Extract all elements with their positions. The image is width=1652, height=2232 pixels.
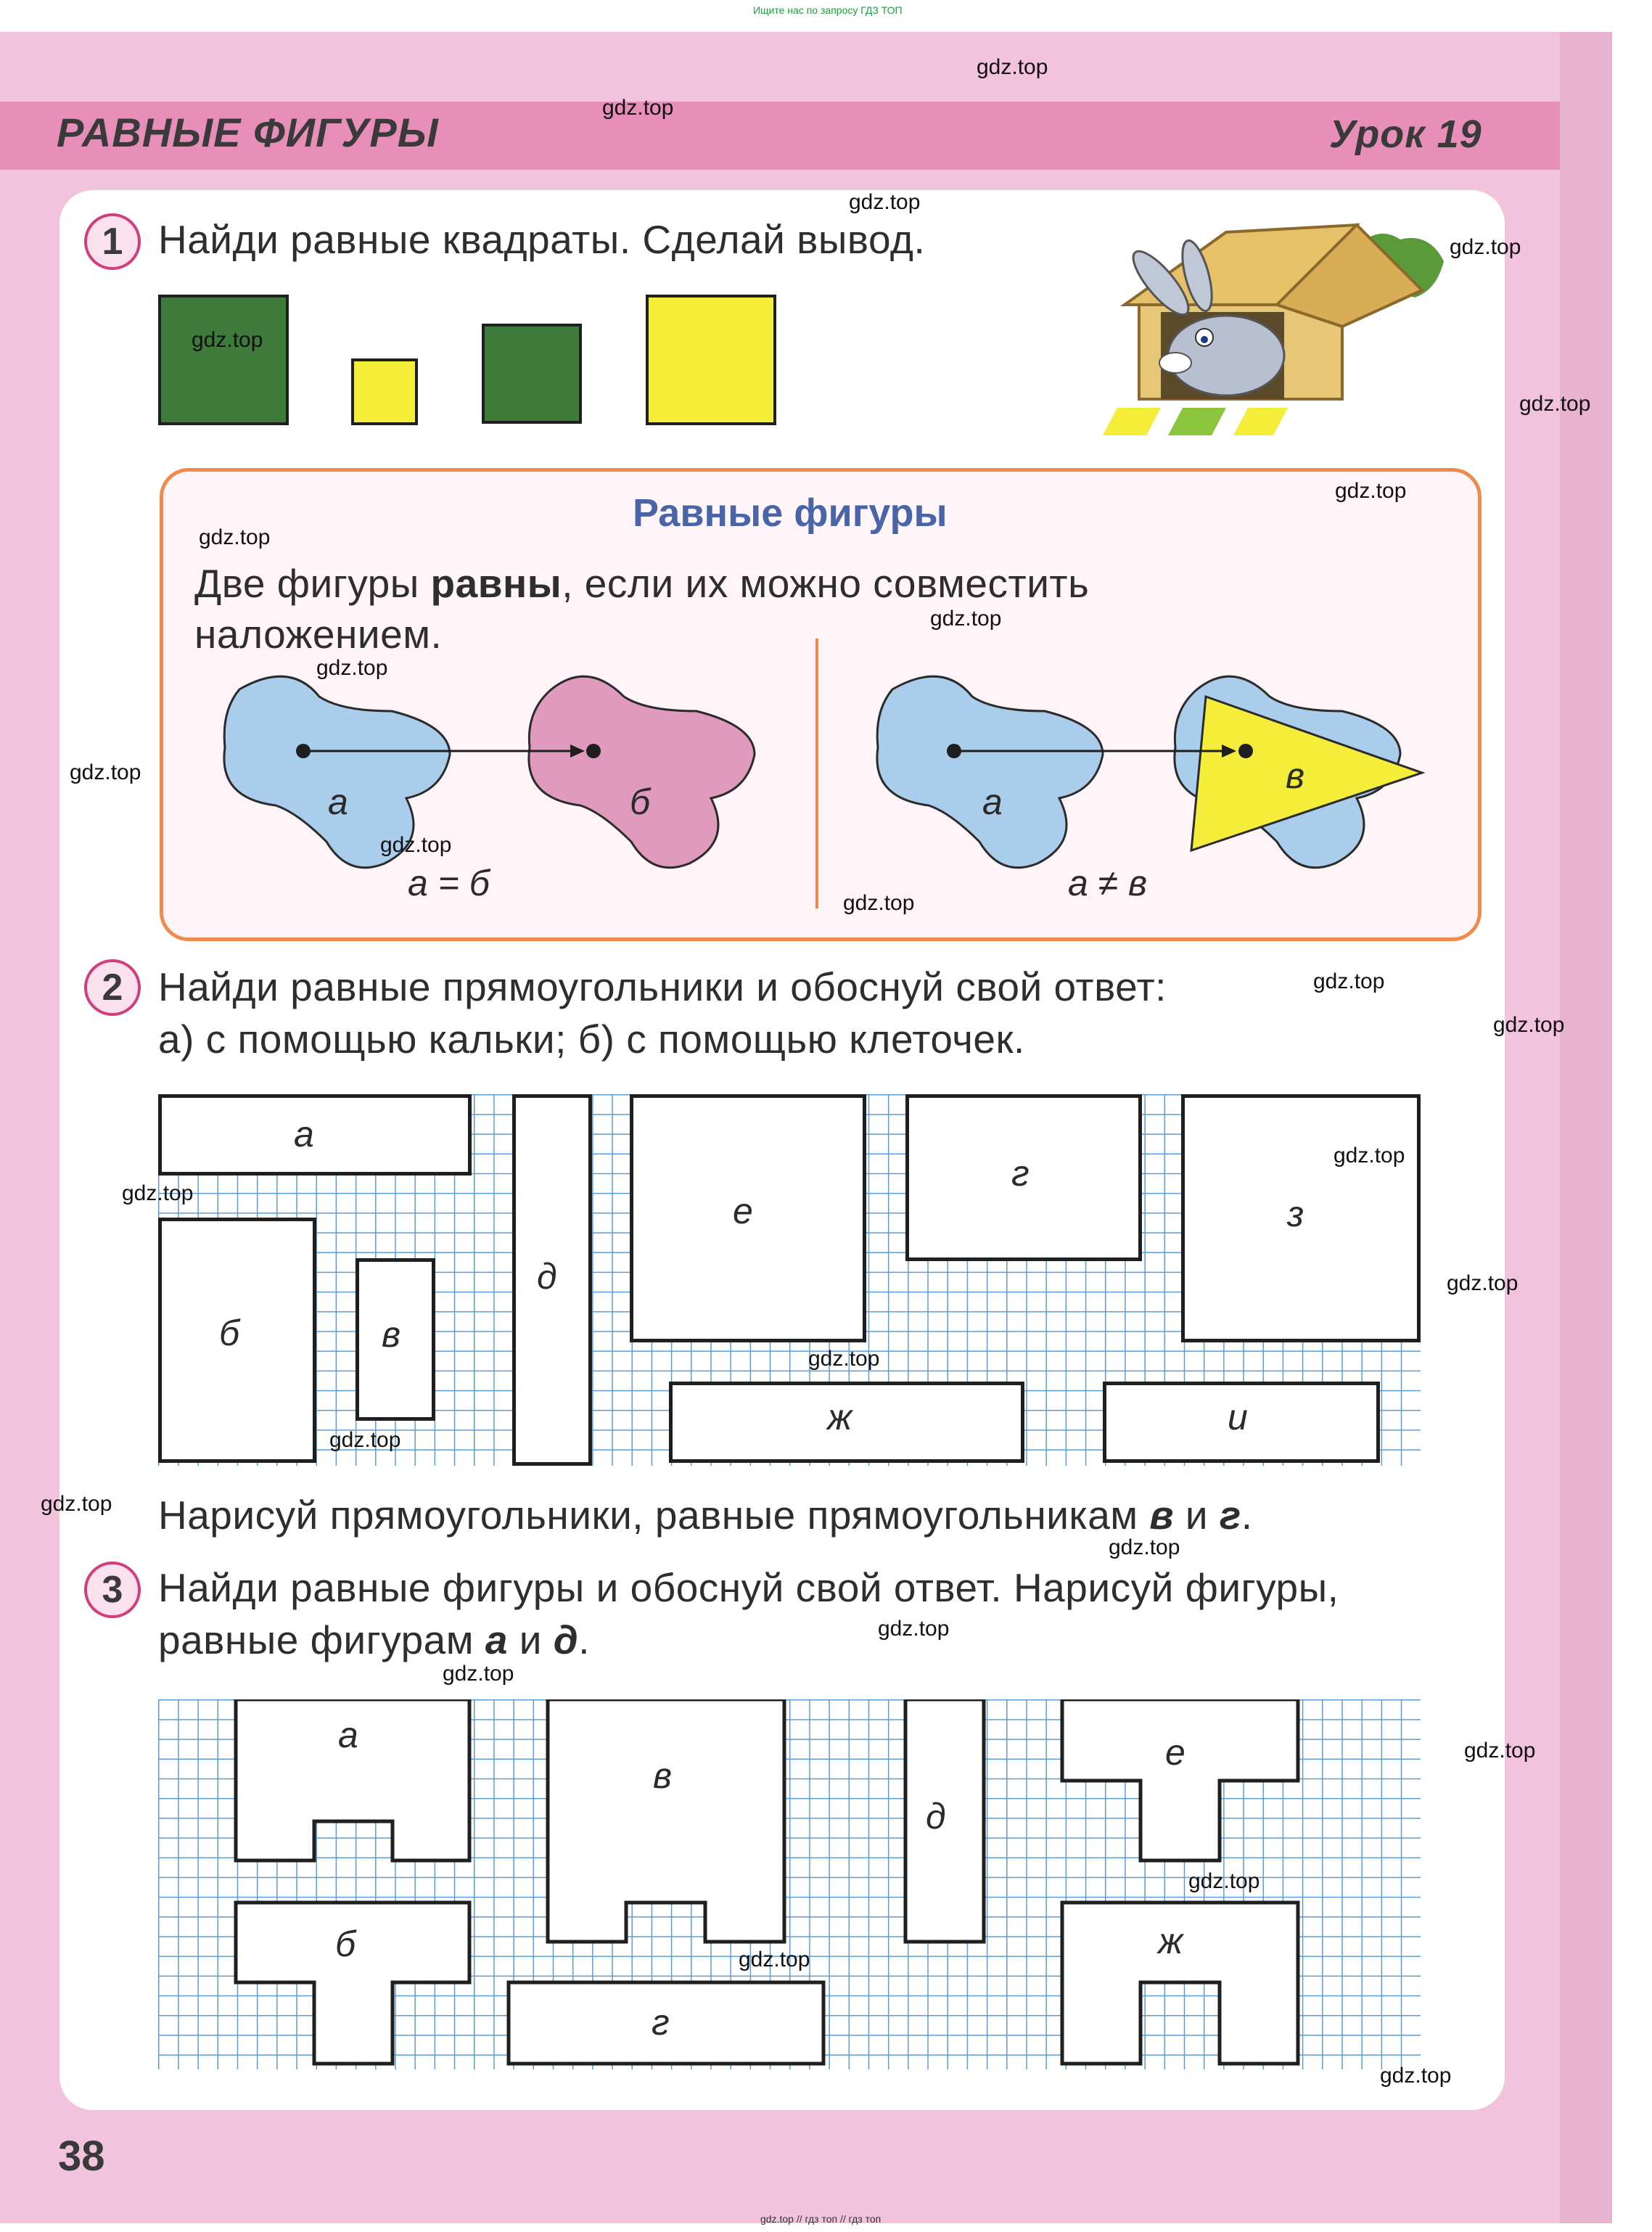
- watermark: gdz.top: [329, 1428, 401, 1452]
- watermark: gdz.top: [192, 328, 263, 352]
- blob-comparison-right: [863, 668, 1444, 885]
- watermark: gdz.top: [41, 1492, 112, 1516]
- right-caption: а ≠ в: [1068, 863, 1148, 903]
- watermark: gdz.top: [316, 656, 388, 680]
- task2-draw-end: .: [1241, 1493, 1253, 1538]
- watermark: gdz.top: [70, 760, 141, 784]
- figure-d-label: д: [926, 1796, 946, 1837]
- rectangle-a-label: а: [294, 1114, 314, 1154]
- page-edge: [1560, 32, 1612, 2223]
- rectangle-a: [158, 1094, 472, 1176]
- bunny-house-illustration: [1096, 218, 1458, 443]
- figure-e: [1062, 1699, 1298, 1860]
- square-small-yellow: [351, 358, 418, 425]
- square-medium-green: [482, 324, 582, 424]
- right-triangle-label-v: в: [1286, 755, 1305, 796]
- watermark: gdz.top: [1109, 1535, 1180, 1559]
- watermark: gdz.top: [878, 1617, 950, 1641]
- task-number-3: 3: [84, 1562, 141, 1618]
- watermark: gdz.top: [1380, 2064, 1452, 2088]
- watermark: gdz.top: [1464, 1739, 1536, 1763]
- left-blob-label-a: а: [328, 781, 348, 822]
- watermark: gdz.top: [1313, 969, 1385, 993]
- rule-line-1: [194, 560, 1089, 607]
- watermark: gdz.top: [1335, 479, 1407, 503]
- figure-zh-label: ж: [1158, 1921, 1183, 1961]
- blob-comparison-left: [210, 668, 791, 885]
- task2-draw-instruction: [158, 1492, 1253, 1538]
- top-search-link[interactable]: Ищите нас по запросу ГДЗ ТОП: [753, 4, 903, 16]
- watermark: gdz.top: [1188, 1869, 1260, 1893]
- square-large-yellow: [646, 295, 776, 425]
- rule-title: Равные фигуры: [633, 491, 948, 535]
- rule-line1-part1: Две фигуры: [194, 561, 431, 606]
- rectangle-g-label: г: [1011, 1153, 1030, 1194]
- task2-draw-part1: Нарисуй прямоугольники, равные прямоугольникам: [158, 1493, 1150, 1538]
- watermark: gdz.top: [1333, 1144, 1405, 1168]
- task3-line2-end: .: [578, 1617, 591, 1662]
- watermark: gdz.top: [443, 1662, 514, 1686]
- rule-bold-word: равны: [430, 561, 562, 606]
- rectangle-v-label: в: [382, 1314, 401, 1355]
- task3-line-1: Найди равные фигуры и обоснуй свой ответ. Нарисуй фигуры,: [158, 1565, 1339, 1610]
- figure-g-label: г: [652, 2002, 670, 2043]
- watermark: gdz.top: [122, 1181, 194, 1205]
- task3-line2-part1: равные фигурам: [158, 1617, 485, 1662]
- square-large-green: [158, 295, 289, 425]
- watermark: gdz.top: [843, 891, 915, 915]
- task2-draw-and: и: [1174, 1493, 1220, 1538]
- rule-divider: [815, 639, 818, 908]
- watermark: gdz.top: [849, 190, 921, 214]
- watermark: gdz.top: [808, 1347, 880, 1371]
- task3-letter-d: д: [553, 1617, 579, 1662]
- task2-draw-letter-g: г: [1219, 1493, 1241, 1538]
- left-caption: а = б: [408, 863, 490, 903]
- page-number: 38: [58, 2133, 105, 2180]
- figure-b-label: б: [335, 1924, 356, 1964]
- watermark: gdz.top: [602, 96, 674, 120]
- watermark: gdz.top: [199, 525, 271, 549]
- task3-line2-and: и: [507, 1617, 554, 1662]
- task2-line-2: а) с помощью кальки; б) с помощью клеточек.: [158, 1017, 1025, 1062]
- watermark: gdz.top: [1450, 235, 1521, 259]
- task1-text: Найди равные квадраты. Сделай вывод.: [158, 217, 926, 262]
- bottom-watermark-link[interactable]: gdz.top // гдз топ // гдз топ: [760, 2213, 882, 2225]
- figure-e-label: е: [1165, 1732, 1185, 1773]
- right-blob-label-a: а: [982, 781, 1003, 822]
- task-number-2: 2: [84, 959, 141, 1016]
- watermark: gdz.top: [977, 55, 1048, 79]
- watermark: gdz.top: [739, 1948, 810, 1972]
- figure-a-label: а: [338, 1715, 358, 1755]
- task-number-1: 1: [84, 213, 141, 270]
- watermark: gdz.top: [380, 833, 452, 857]
- rule-line1-part2: , если их можно совместить: [562, 561, 1090, 606]
- watermark: gdz.top: [930, 607, 1002, 631]
- task2-line-1: Найди равные прямоугольники и обоснуй свой ответ:: [158, 964, 1167, 1009]
- rectangle-i-label: и: [1228, 1397, 1248, 1437]
- rectangle-e-label: е: [733, 1191, 753, 1231]
- task3-letter-a: а: [485, 1617, 508, 1662]
- page-title: РАВНЫЕ ФИГУРЫ: [57, 110, 439, 155]
- lesson-number: Урок 19: [1329, 112, 1482, 156]
- figure-v: [548, 1699, 784, 1942]
- rectangle-d-label: д: [537, 1256, 557, 1297]
- watermark: gdz.top: [1519, 392, 1591, 416]
- rectangle-b-label: б: [219, 1313, 240, 1353]
- rectangle-zh-label: ж: [827, 1397, 852, 1437]
- figure-v-label: в: [653, 1755, 673, 1796]
- watermark: gdz.top: [1493, 1013, 1565, 1037]
- watermark: gdz.top: [1447, 1271, 1519, 1295]
- left-blob-label-b: б: [630, 781, 651, 822]
- task2-draw-letter-v: в: [1149, 1493, 1175, 1538]
- rule-line-2: наложением.: [194, 612, 443, 657]
- task3-line-2: [158, 1617, 590, 1663]
- rectangle-z-label: з: [1287, 1194, 1304, 1234]
